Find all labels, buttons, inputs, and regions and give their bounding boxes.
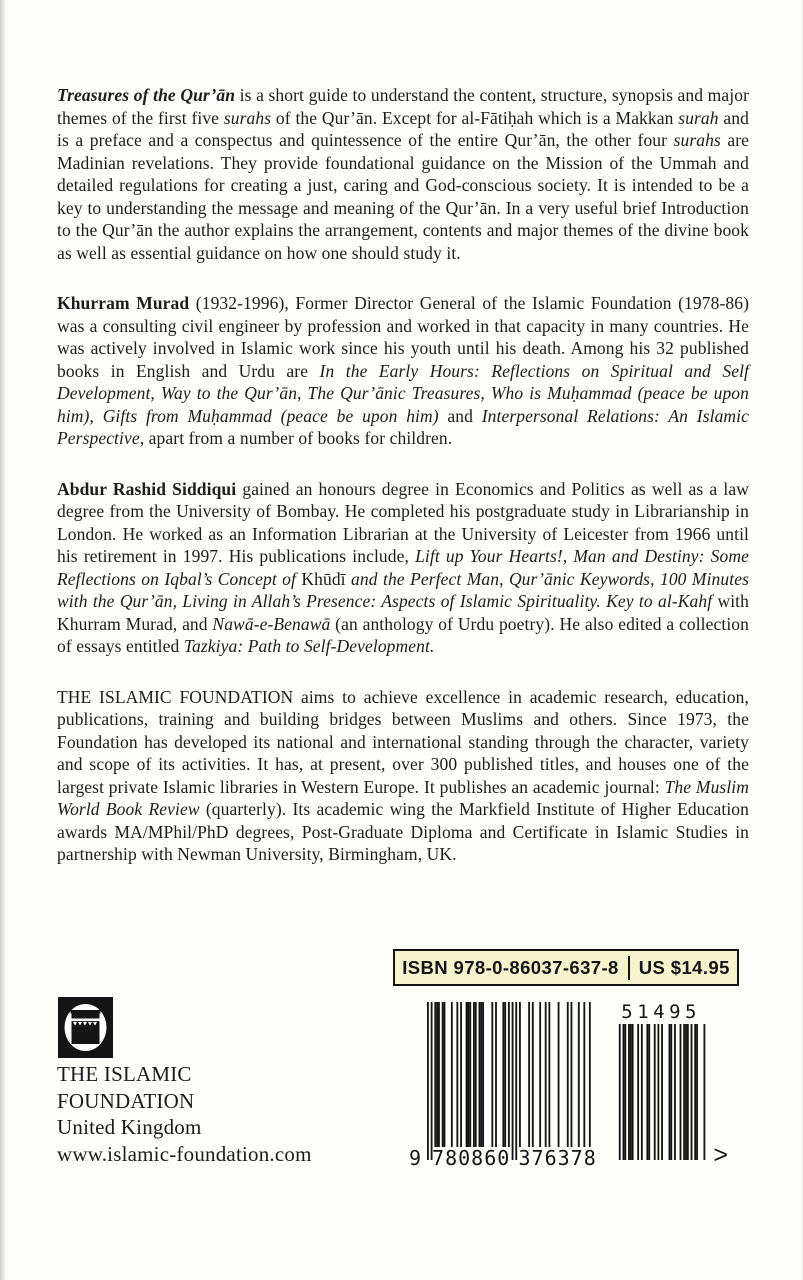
paragraph-islamic-foundation: THE ISLAMIC FOUNDATION aims to achieve excellence in academic research, education, publications, training and building bridges between Muslims and others. Since 1973, the Foundation has developed its national and international standing through the character, variety and scope of its activities. It has, at present, over 300 published titles, and houses one of the largest private Islamic libraries in Western Europe. It publishes an academic journal: The Muslim World Book Review (quarterly). Its academic wing the Markfield Institute of Higher Education awards MA/MPhil/PhD degrees, Post-Graduate Diploma and Certificate in Islamic Studies in partnership with Newman University, Birmingham, UK. bbox=[57, 686, 749, 864]
ean5-supplement-barcode bbox=[609, 1002, 734, 1170]
svg-text:>: > bbox=[713, 1141, 728, 1169]
svg-text:51495: 51495 bbox=[621, 1002, 702, 1023]
publisher-name-line2: FOUNDATION bbox=[57, 1088, 195, 1113]
islamic-foundation-logo bbox=[58, 997, 113, 1058]
paragraph-author-abdur-rashid-siddiqui: Abdur Rashid Siddiqui gained an honours degree in Economics and Politics as well as a law degree from the University of Bombay. He completed his postgraduate study in Librarianship in London. He worked as an Information Librarian at the University of Leicester from 1966 until his retirement in 1997. His publications include, Lift up Your Hearts!, Man and Destiny: Some Reflections on Iqbal’s Concept of Khūdī and the Perfect Man, Qur’ānic Keywords, 100 Minutes with the Qur’ān, Living in Allah’s Presence: Aspects of Islamic Spirituality. Key to al-Kahf with Khurram Murad, and Nawā-e-Benawā (an anthology of Urdu poetry). He also edited a collection of essays entitled Tazkiya: Path to Self-Development. bbox=[57, 478, 749, 656]
publisher-country: United Kingdom bbox=[57, 1115, 202, 1139]
publisher-website: www.islamic-foundation.com bbox=[57, 1141, 312, 1166]
svg-text:780860: 780860 bbox=[432, 1146, 511, 1170]
isbn-number: ISBN 978-0-86037-637-8 bbox=[402, 956, 619, 978]
isbn-price-divider bbox=[628, 956, 630, 980]
publisher-name-line1: THE ISLAMIC bbox=[57, 1062, 192, 1086]
back-cover-text-block bbox=[57, 84, 749, 866]
svg-text:9: 9 bbox=[409, 1146, 422, 1170]
isbn-price-banner bbox=[393, 949, 739, 986]
paragraph-author-khurram-murad: Khurram Murad (1932-1996), Former Director General of the Islamic Foundation (1978-86) was a consulting civil engineer by profession and worked in that capacity in many countries. He was actively involved in Islamic work since his youth until his death. Among his 32 published books in English and Urdu are In the Early Hours: Reflections on Spiritual and Self Development, Way to the Qur’ān, The Qur’ānic Treasures, Who is Muḥammad (peace be upon him), Gifts from Muḥammad (peace be upon him) and Interpersonal Relations: An Islamic Perspective, apart from a number of books for children. bbox=[57, 293, 749, 448]
paragraph-book-synopsis: Treasures of the Qur’ān is a short guide to understand the content, structure, synopsis and major themes of the first five surahs of the Qur’ān. Except for al-Fātiḥah which is a Makkan surah and is a preface and a conspectus and quintessence of the entire Qur’ān, the other four surahs are Madinian revelations. They provide foundational guidance on the Mission of the Ummah and detailed regulations for creating a just, caring and God-conscious society. It is intended to be a key to understanding the message and meaning of the Qur’ān. In a very useful brief Introduction to the Qur’ān the author explains the arrangement, contents and major themes of the divine book as well as essential guidance on how one should study it. bbox=[57, 85, 749, 263]
svg-text:376378: 376378 bbox=[518, 1146, 597, 1170]
ean13-barcode bbox=[407, 1002, 612, 1170]
publisher-block bbox=[57, 1061, 312, 1167]
price-label: US $14.95 bbox=[638, 956, 730, 978]
kaaba-icon bbox=[58, 997, 113, 1058]
